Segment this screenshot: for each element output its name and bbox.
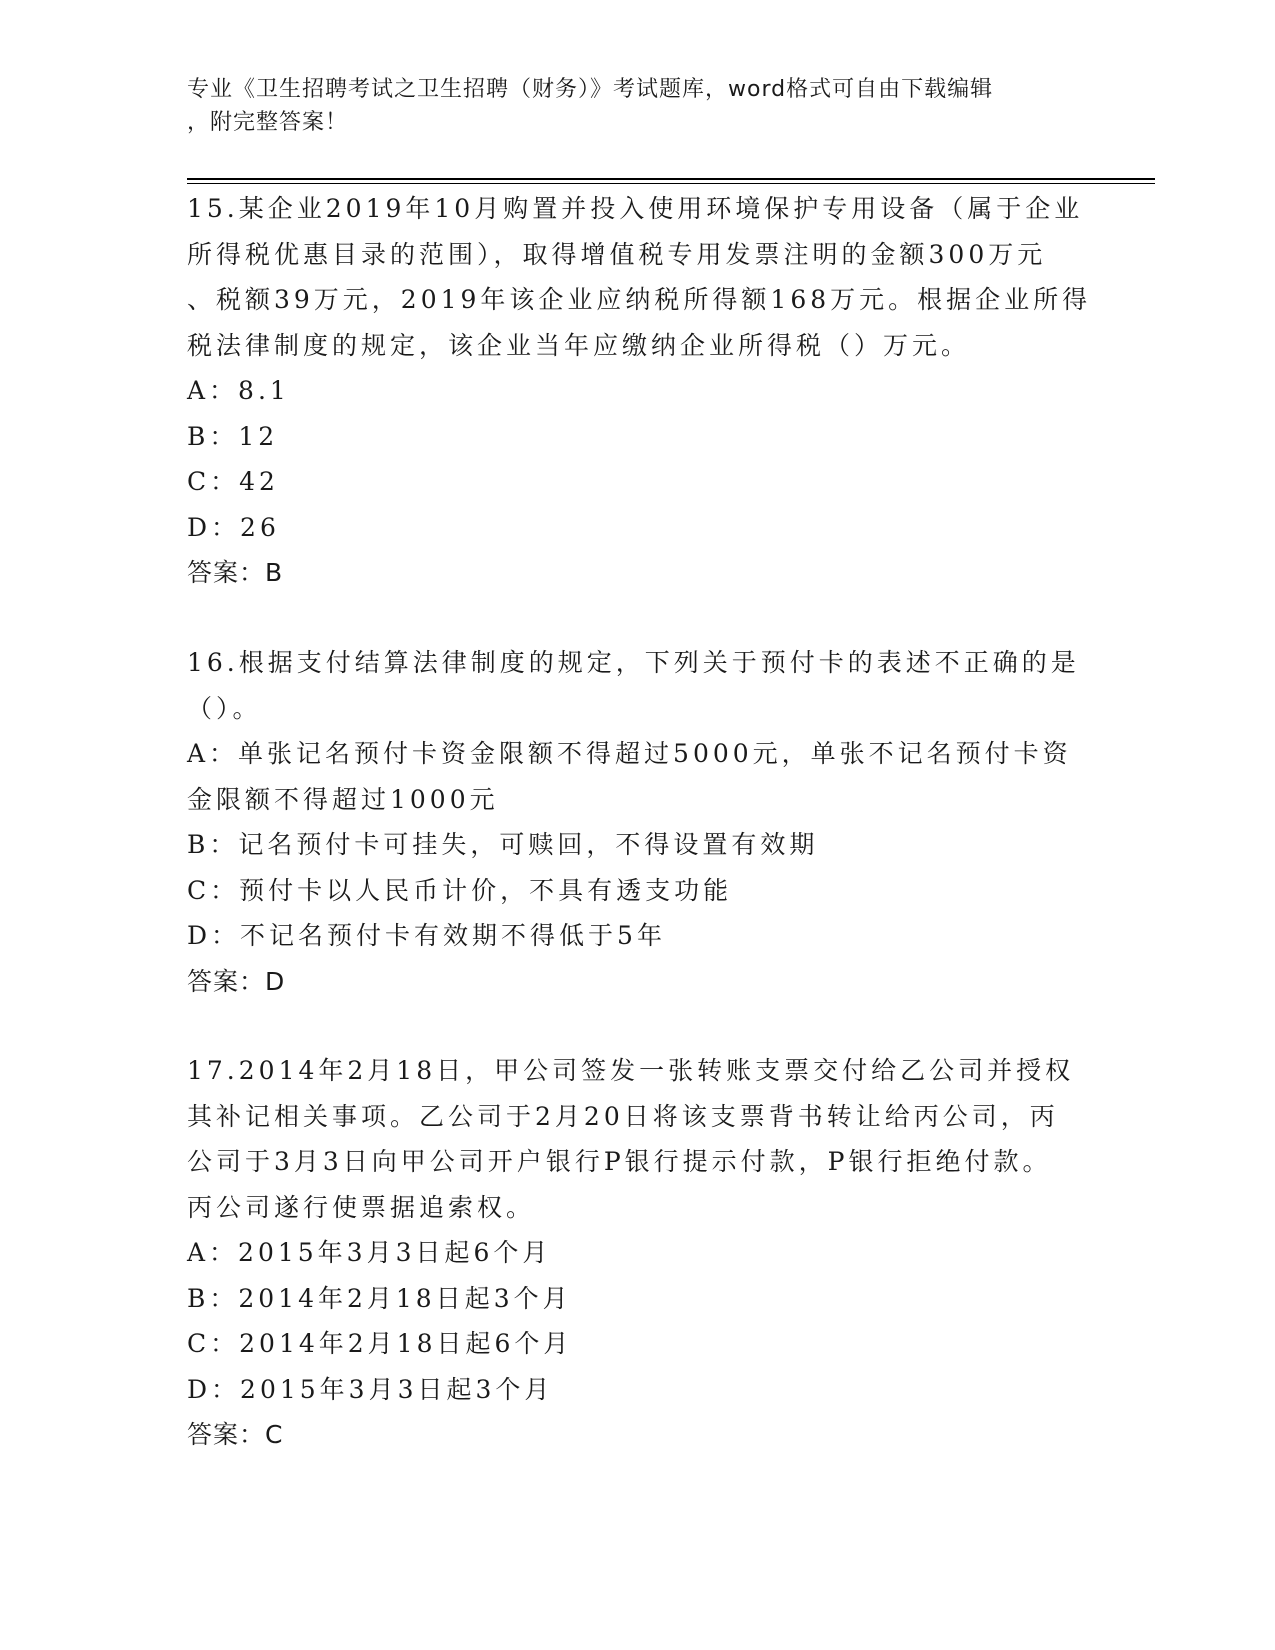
question-line: 其补记相关事项。乙公司于2月20日将该支票背书转让给丙公司，丙 bbox=[187, 1101, 1059, 1131]
question-line: 公司于3月3日向甲公司开户银行P银行提示付款，P银行拒绝付款。 bbox=[187, 1147, 1052, 1176]
question-17 bbox=[187, 1048, 1097, 1458]
question-15 bbox=[187, 186, 1097, 596]
option-a: A：8.1 bbox=[187, 376, 290, 405]
question-text bbox=[187, 640, 1097, 731]
header-divider-thin bbox=[187, 183, 1155, 184]
option-a: A：单张记名预付卡资金限额不得超过5000元，单张不记名预付卡资 bbox=[187, 739, 1072, 768]
question-line: 所得税优惠目录的范围），取得增值税专用发票注明的金额300万元 bbox=[187, 239, 1047, 269]
question-text bbox=[187, 1048, 1097, 1230]
question-line: 丙公司遂行使票据追索权。 bbox=[187, 1192, 536, 1222]
header-divider-thick bbox=[187, 178, 1155, 180]
option-d: D：26 bbox=[187, 512, 280, 542]
option-c: C：42 bbox=[187, 467, 279, 496]
option-b: B：记名预付卡可挂失，可赎回，不得设置有效期 bbox=[187, 830, 819, 859]
question-text bbox=[187, 186, 1097, 368]
header-line-1: 专业《卫生招聘考试之卫生招聘（财务）》考试题库，word格式可自由下载编辑 bbox=[187, 77, 994, 102]
question-line: 、税额39万元，2019年该企业应纳税所得额168万元。根据企业所得 bbox=[187, 285, 1092, 314]
answer-line: 答案：D bbox=[187, 966, 286, 996]
document-header bbox=[187, 73, 1087, 139]
header-line-2: ，附完整答案！ bbox=[187, 110, 349, 135]
option-d: D：2015年3月3日起3个月 bbox=[187, 1374, 554, 1404]
answer-line: 答案：B bbox=[187, 558, 284, 587]
question-line: 15.某企业2019年10月购置并投入使用环境保护专用设备（属于企业 bbox=[187, 194, 1084, 223]
question-line: 16.根据支付结算法律制度的规定，下列关于预付卡的表述不正确的是 bbox=[187, 648, 1080, 677]
option-d: D：不记名预付卡有效期不得低于5年 bbox=[187, 921, 666, 950]
answer-line: 答案：C bbox=[187, 1420, 284, 1449]
question-line: （）。 bbox=[187, 693, 262, 723]
question-line: 17.2014年2月18日，甲公司签发一张转账支票交付给乙公司并授权 bbox=[187, 1056, 1075, 1085]
question-16 bbox=[187, 640, 1097, 1004]
option-b: B：12 bbox=[187, 421, 279, 451]
question-line: 税法律制度的规定，该企业当年应缴纳企业所得税（）万元。 bbox=[187, 330, 971, 360]
option-a: A：2015年3月3日起6个月 bbox=[187, 1238, 552, 1267]
option-c: C：2014年2月18日起6个月 bbox=[187, 1329, 573, 1358]
option-b: B：2014年2月18日起3个月 bbox=[187, 1283, 572, 1313]
option-c: C：预付卡以人民币计价，不具有透支功能 bbox=[187, 875, 733, 905]
option-a-continuation: 金限额不得超过1000元 bbox=[187, 784, 499, 814]
